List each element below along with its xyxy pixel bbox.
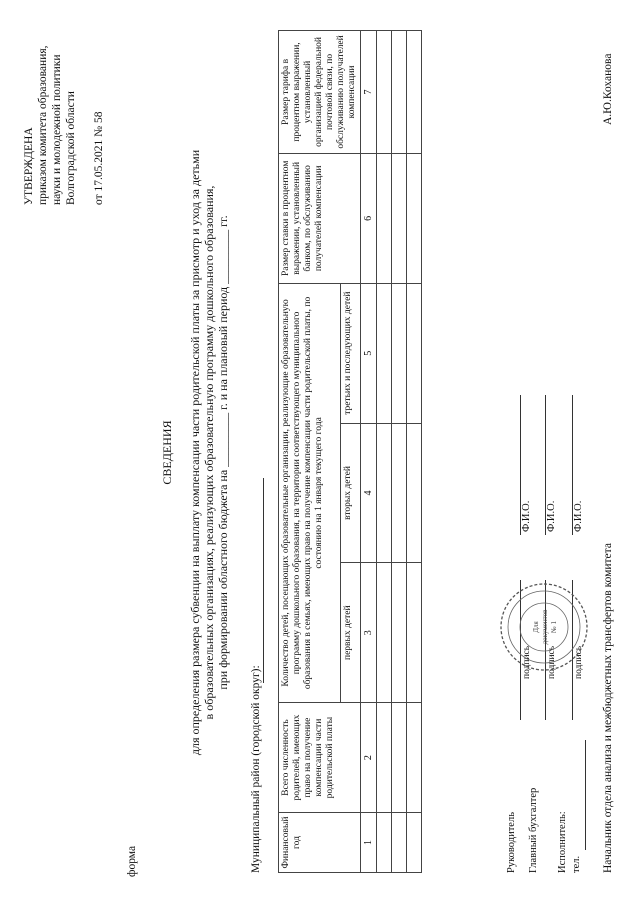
approval-line: науки и молодежной политики (51, 54, 63, 205)
table-cell[interactable] (377, 813, 392, 873)
column-number: 4 (361, 423, 377, 563)
table-cell[interactable] (407, 153, 422, 283)
round-stamp (498, 581, 590, 673)
phone-line[interactable] (585, 740, 586, 850)
document-subtitle: в образовательных организациях, реализующих образовательную программу дошкольного образования, (202, 185, 216, 720)
table-cell[interactable] (392, 283, 407, 423)
footer-position: Начальник отдела анализа и межбюджетных трансфертов комитета (602, 543, 614, 873)
table-cell[interactable] (377, 153, 392, 283)
table-cell[interactable] (377, 31, 392, 154)
header-third-children: третьих и последующих детей (340, 283, 360, 423)
approval-block (22, 15, 106, 205)
data-table (278, 30, 422, 873)
document-subtitle: при формировании областного бюджета на _________ г. и на плановый период _________ гг. (216, 215, 230, 690)
municipality-fill-line (263, 478, 264, 683)
form-label: форма (126, 845, 138, 877)
table-cell[interactable] (392, 153, 407, 283)
approval-line: приказом комитета образования, (37, 45, 49, 205)
approval-heading: УТВЕРЖДЕНА (23, 127, 35, 205)
header-children-group: Количество детей, посещающих образовательные организации, реализующие образовательную программу дошкольного образования, на территории соответствующего муниципального образования в семьях, имеющих право на получение компенсации части родительской платы, по состоянию на 1 января текущего года (279, 283, 341, 702)
table-cell[interactable] (407, 813, 422, 873)
fio-caption: Ф.И.О. (573, 500, 584, 532)
header-bank-rate: Размер ставки в процентном выражении, установленный банком, по обслуживанию получателей компенсации (279, 153, 361, 283)
document-title: СВЕДЕНИЯ (160, 420, 174, 485)
footer-signer: А.Ю.Коханова (602, 53, 614, 125)
header-fiscal-year: Финансовый год (279, 813, 361, 873)
header-postal-tariff: Размер тарифа в процентном выражении, установленный организацией федеральной почтовой связи, по обслуживанию получателей компенсации (279, 31, 361, 154)
sign-caption: подпись (574, 645, 584, 679)
executor-label: Исполнитель: (557, 811, 568, 873)
document-subtitle: для определения размера субвенции на выплату компенсации части родительской платы за присмотр и уход за детьми (188, 149, 202, 756)
phone-label: тел. (571, 855, 582, 873)
municipality-label: Муниципальный район (городской округ): (250, 665, 262, 873)
stamp-text: № 1 (550, 621, 558, 633)
table-row (392, 31, 407, 873)
column-number: 5 (361, 283, 377, 423)
accountant-label: Главный бухгалтер (528, 787, 539, 873)
table-cell[interactable] (377, 283, 392, 423)
table-cell[interactable] (392, 813, 407, 873)
table-cell[interactable] (407, 423, 422, 563)
header-second-children: вторых детей (340, 423, 360, 563)
sign-caption: подпись (547, 645, 557, 679)
table-cell[interactable] (407, 703, 422, 813)
table-row (407, 31, 422, 873)
stamp-text: Для (532, 621, 540, 633)
table-cell[interactable] (377, 423, 392, 563)
table-row (377, 31, 392, 873)
table-cell[interactable] (392, 703, 407, 813)
approval-line: Волгоградской области (65, 91, 77, 205)
stamp-text: документов (541, 609, 549, 645)
column-number: 2 (361, 703, 377, 813)
table-cell[interactable] (407, 563, 422, 703)
approval-date: от 17.05.2021 № 58 (93, 111, 105, 205)
column-number: 7 (361, 31, 377, 154)
column-number: 6 (361, 153, 377, 283)
column-number: 1 (361, 813, 377, 873)
table-cell[interactable] (377, 563, 392, 703)
fio-caption: Ф.И.О. (546, 500, 557, 532)
table-cell[interactable] (392, 563, 407, 703)
header-first-children: первых детей (340, 563, 360, 703)
table-cell[interactable] (407, 283, 422, 423)
head-label: Руководитель (506, 812, 517, 873)
fio-caption: Ф.И.О. (521, 500, 532, 532)
table-cell[interactable] (377, 703, 392, 813)
table-cell[interactable] (392, 31, 407, 154)
sign-caption: подпись (522, 645, 532, 679)
table-cell[interactable] (407, 31, 422, 154)
table-cell[interactable] (392, 423, 407, 563)
column-number: 3 (361, 563, 377, 703)
header-parents-total: Всего численность родителей, имеющих право на получение компенсации части родительской платы (279, 703, 361, 813)
